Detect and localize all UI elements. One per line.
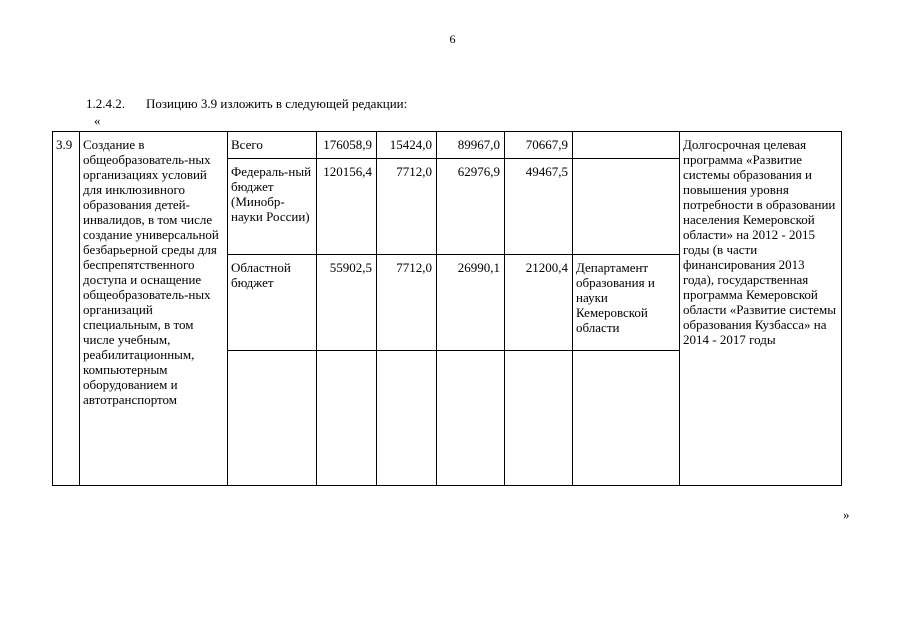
- executor-cell: [573, 351, 680, 486]
- total-amount-cell: 176058,9: [317, 132, 377, 159]
- year2-amount-cell: 62976,9: [437, 159, 505, 255]
- year1-amount-cell: [377, 351, 437, 486]
- close-quote: »: [843, 507, 850, 522]
- year3-amount-cell: 21200,4: [505, 255, 573, 351]
- executor-cell: Департамент образования и науки Кемеровской области: [573, 255, 680, 351]
- page-number: 6: [449, 32, 456, 46]
- open-quote: «: [94, 113, 101, 128]
- year3-amount-cell: 49467,5: [505, 159, 573, 255]
- year1-amount-cell: 15424,0: [377, 132, 437, 159]
- funding-source-cell: [228, 351, 317, 486]
- funding-source-cell: Областной бюджет: [228, 255, 317, 351]
- total-amount-cell: 55902,5: [317, 255, 377, 351]
- total-amount-cell: 120156,4: [317, 159, 377, 255]
- year1-amount-cell: 7712,0: [377, 159, 437, 255]
- heading-text: Позицию 3.9 изложить в следующей редакции:: [146, 96, 408, 111]
- year3-amount-cell: [505, 351, 573, 486]
- heading-number: 1.2.4.2.: [86, 96, 125, 111]
- funding-source-cell: Федераль-ный бюджет (Минобр-науки России): [228, 159, 317, 255]
- year2-amount-cell: 26990,1: [437, 255, 505, 351]
- year1-amount-cell: 7712,0: [377, 255, 437, 351]
- total-amount-cell: [317, 351, 377, 486]
- funding-source-cell: Всего: [228, 132, 317, 159]
- executor-cell: [573, 132, 680, 159]
- year3-amount-cell: 70667,9: [505, 132, 573, 159]
- amendment-heading: [86, 96, 407, 112]
- program-reference-cell: Долгосрочная целевая программа «Развитие системы образования и повышения уровня потребности в образовании населения Кемеровской области» на 2012 - 2015 годы (в части финансирования 2013 года), государственная программа Кемеровской области «Развитие системы образования Кузбасса» на 2014 - 2017 годы: [680, 132, 842, 486]
- program-table: [52, 131, 842, 486]
- table-row: [53, 132, 842, 159]
- year2-amount-cell: 89967,0: [437, 132, 505, 159]
- position-description-cell: Создание в общеобразователь-ных организациях условий для инклюзивного образования детей-инвалидов, в том числе создание универсальной безбарьерной среды для беспрепятственного доступа и оснащение общеобразователь-ных организаций специальным, в том числе учебным, реабилитационным, компьютерным оборудованием и автотранспортом: [80, 132, 228, 486]
- year2-amount-cell: [437, 351, 505, 486]
- position-number-cell: 3.9: [53, 132, 80, 486]
- executor-cell: [573, 159, 680, 255]
